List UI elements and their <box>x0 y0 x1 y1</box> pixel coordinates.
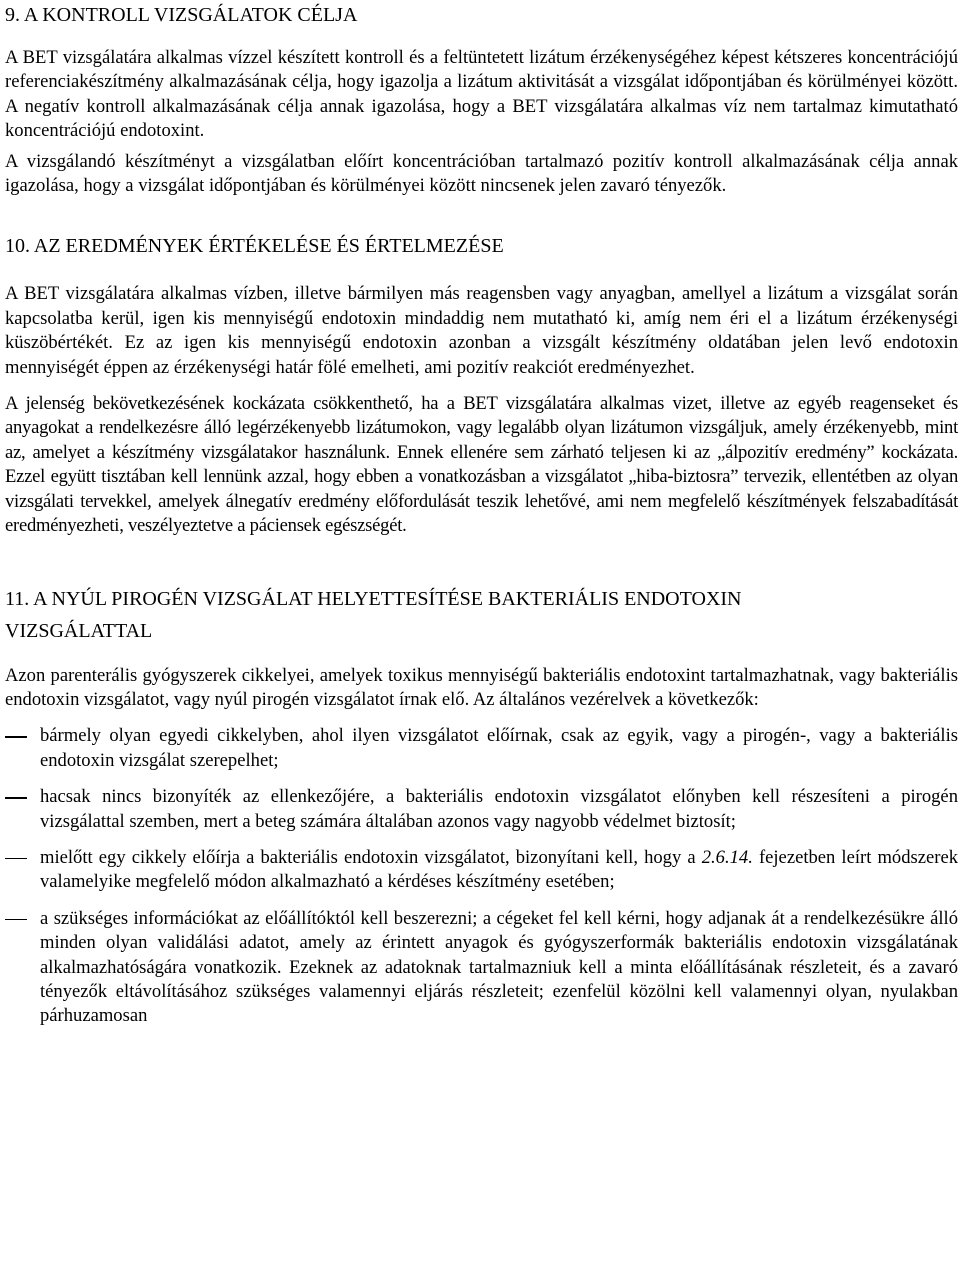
section-10-paragraph-1: A BET vizsgálatára alkalmas vízben, illetve bármilyen más reagensben vagy anyagban, amellyel a lizátum a vizsgálat során kapcsolatba kerül, igen kis mennyiségű endotoxin mindaddig nem mutatható ki, amíg nem éri el a lizátum érzékenységi küszöbértékét. Ez az igen kis mennyiségű endotoxin azonban a vizsgált készítmény oldatában jelen levő endotoxin mennyiségét éppen az érzékenységi határ fölé emelheti, ami pozitív reakciót eredményezhet. <box>5 283 958 378</box>
section-9-heading: 9. A KONTROLL VIZSGÁLATOK CÉLJA <box>5 4 358 26</box>
chapter-reference: 2.6.14. <box>701 846 753 868</box>
guideline-item-3-text-after: fejezetben leírt módszerek valamelyike megfelelő módon alkalmazható a kérdéses készítmény esetében; <box>40 846 958 893</box>
guideline-item-1 <box>5 724 958 773</box>
section-10-heading: 10. AZ EREDMÉNYEK ÉRTÉKELÉSE ÉS ÉRTELMEZÉSE <box>5 235 504 258</box>
guideline-item-2 <box>5 785 958 834</box>
document-page <box>5 0 958 1029</box>
guideline-item-3 <box>5 846 958 895</box>
guideline-item-1-text: bármely olyan egyedi cikkelyben, ahol ilyen vizsgálatot előírnak, csak az egyik, vagy a pirogén-, vagy a bakteriális endotoxin vizsgálat szerepelhet; <box>40 725 958 771</box>
section-9-paragraph-2: A vizsgálandó készítményt a vizsgálatban előírt koncentrációban tartalmazó pozitív kontroll alkalmazásának célja annak igazolása, hogy a vizsgálat időpontjában és körülményei között nincsenek jelen zavaró tényezők. <box>5 150 958 197</box>
guideline-item-4-text: a szükséges információkat az előállítóktól kell beszerezni; a cégeket fel kell kérni, hogy adjanak át a rendelkezésükre álló minden olyan validálási adatot, amely az érintett anyagok és gyógyszerformák bakteriális endotoxin vizsgálatának alkalmazhatóságára vonatkozik. Ezeknek az adatoknak tartalmazniuk kell a minta előállításának részleteit, és a zavaró tényezők eltávolításához szükséges valamennyi eljárás részleteit; ezenfelül közölni kell valamennyi olyan, nyulakban párhuzamosan <box>40 907 958 1027</box>
guideline-item-4 <box>5 907 958 1029</box>
section-10-paragraph-2: A jelenség bekövetkezésének kockázata csökkenthető, ha a BET vizsgálatára alkalmas vizet, illetve az egyéb reagenseket és anyagokat a rendelkezésre álló legérzékenyebb lizátumokon, vagy legalább olyan lizátumon vizsgáljuk, amely érzékenyebb, mint az, amelyet a készítmény vizsgálatakor használunk. Ennek ellenére sem zárható teljesen ki az „álpozitív eredmény” kockázata. Ezzel együtt tisztában kell lennünk azzal, hogy ebben a vonatkozásban a vizsgálatot „hiba-biztosra” tervezik, ellentétben az olyan vizsgálati tervekkel, amelyek álnegatív eredmény előfordulását teszik lehetővé, ami nem megfelelő készítmények felszabadítását eredményezheti, veszélyeztetve a páciensek egészségét. <box>5 393 958 537</box>
guideline-item-2-text: hacsak nincs bizonyíték az ellenkezőjére, a bakteriális endotoxin vizsgálatot előnyben kell részesíteni a pirogén vizsgálattal szemben, mert a beteg számára általában azonos vagy nagyobb védelmet biztosít; <box>40 786 958 832</box>
guideline-item-3-text-before: mielőtt egy cikkely előírja a bakteriális endotoxin vizsgálatot, bizonyítani kell, hogy a <box>40 846 702 868</box>
section-11-heading <box>5 583 958 647</box>
guideline-list <box>5 724 958 1028</box>
section-11-paragraph-1: Azon parenterális gyógyszerek cikkelyei, amelyek toxikus mennyiségű bakteriális endotoxint tartalmazhatnak, vagy bakteriális endotoxin vizsgálatot, vagy nyúl pirogén vizsgálatot írnak elő. Az általános vezérelvek a következők: <box>5 664 958 710</box>
section-11-heading-line-1: 11. A NYÚL PIROGÉN VIZSGÁLAT HELYETTESÍTÉSE BAKTERIÁLIS ENDOTOXIN <box>5 587 742 610</box>
section-9-paragraph-1: A BET vizsgálatára alkalmas vízzel készített kontroll és a feltüntetett lizátum érzékenységéhez képest kétszeres koncentrációjú referenciakészítmény alkalmazásának célja, hogy igazolja a lizátum aktivitását a vizsgálat időpontjában és körülményei között. A negatív kontroll alkalmazásának célja annak igazolása, hogy a BET vizsgálatára alkalmas víz nem tartalmaz kimutatható koncentrációjú endotoxint. <box>5 47 958 142</box>
section-11-heading-line-2: VIZSGÁLATTAL <box>5 619 153 642</box>
